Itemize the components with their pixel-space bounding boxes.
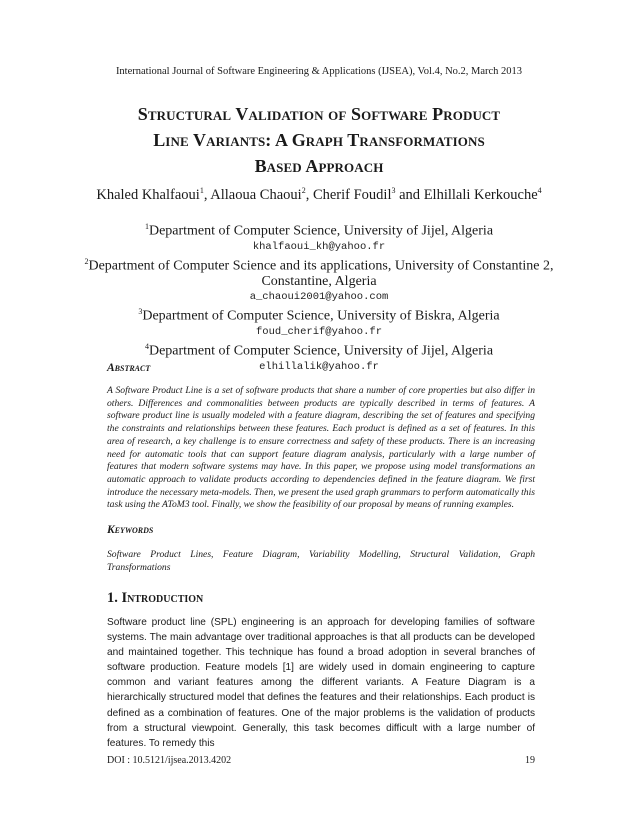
abstract-body: A Software Product Line is a set of software products that share a number of core properties but also differ in others. Differences and commonalities between products are typically described in terms of features. A software product line is usually modeled with a feature diagram, describing the set of features and specifying the constraints and relationships between these features. Each product is defined as a set of features. In this area of research, a key challenge is to ensure correctness and safety of these products. There is an increasing need for automatic tools that can support feature diagram analysis, particularly with a large number of features that modern software systems may have. In this paper, we propose using model transformations an automatic approach to validate products according to dependencies defined in the feature diagram. We first introduce the necessary meta-models. Then, we present the used graph grammars to perform automatically this task using the AToM3 tool. Finally, we show the feasibility of our proposal by means of running examples.	[107, 385, 535, 511]
introduction-heading: 1. Introduction	[107, 590, 204, 606]
page-number: 19	[525, 755, 535, 766]
affiliation	[80, 219, 558, 240]
footer-doi: DOI : 10.5121/ijsea.2013.4202	[107, 755, 232, 766]
introduction-body: Software product line (SPL) engineering is an approach for developing families of software systems. The main advantage over traditional approaches is that all products can be developed and maintained together. This technique has found a broad adoption in several branches of software production. Feature models [1] are widely used in domain engineering to capture common and variant features among the different variants. A Feature Diagram is a hierarchically structured model that defines the features and their relationships. Each product is defined as a combination of features. One of the major problems is the validation of products from a structural viewpoint. Generally, this task becomes difficult with a large number of features. To remedy this	[107, 617, 535, 749]
paper-title	[85, 101, 553, 179]
author-affil-mark: 4	[537, 186, 542, 195]
author-separator: and	[395, 186, 424, 203]
affil-mark: 3	[138, 307, 143, 317]
author-name: Allaoua Chaoui	[210, 186, 302, 203]
affil-text: Department of Computer Science, University of Jijel, Algeria	[148, 343, 494, 359]
affil-text: Department of Computer Science, University of Jijel, Algeria	[148, 223, 494, 239]
author-affil-mark: 3	[391, 186, 396, 195]
keywords-body: Software Product Lines, Feature Diagram, Variability Modelling, Structural Validation, Graph Transformations	[107, 549, 535, 573]
affil-text: Department of Computer Science, University of Biskra, Algeria	[142, 308, 500, 324]
author-separator: ,	[203, 186, 211, 203]
affiliation	[80, 304, 558, 325]
affiliation-continued: Constantine, Algeria	[261, 274, 377, 290]
affiliation	[80, 339, 558, 360]
title-line-2: Line Variants: A Graph Transformations	[153, 130, 485, 150]
author-email: khalfaoui_kh@yahoo.fr	[252, 240, 386, 253]
affil-mark: 1	[144, 222, 149, 231]
affil-text: Department of Computer Science and its applications, University of Constantine 2,	[88, 258, 554, 274]
affiliations	[80, 219, 558, 374]
abstract-heading: Abstract	[107, 362, 151, 374]
author-name: Cherif Foudil	[312, 186, 392, 203]
author-email: a_chaoui2001@yahoo.com	[249, 291, 389, 304]
keywords-heading: Keywords	[107, 524, 154, 536]
affil-mark: 2	[84, 256, 89, 266]
author-affil-mark: 1	[199, 186, 204, 195]
author-email: foud_cherif@yahoo.fr	[255, 325, 383, 338]
author-separator: ,	[305, 186, 313, 203]
author-affil-mark: 2	[301, 186, 306, 195]
title-line-3: Based Approach	[254, 156, 384, 176]
author-list	[0, 186, 638, 204]
affil-mark: 4	[144, 341, 149, 351]
running-header: International Journal of Software Engineering & Applications (IJSEA), Vol.4, No.2, March 2013	[115, 66, 523, 77]
affiliation	[80, 254, 558, 275]
author-email: elhillalik@yahoo.fr	[259, 360, 379, 373]
author-name: Elhillali Kerkouche	[423, 186, 538, 203]
author-name: Khaled Khalfaoui	[96, 186, 200, 203]
title-line-1: Structural Validation of Software Product	[137, 104, 501, 124]
